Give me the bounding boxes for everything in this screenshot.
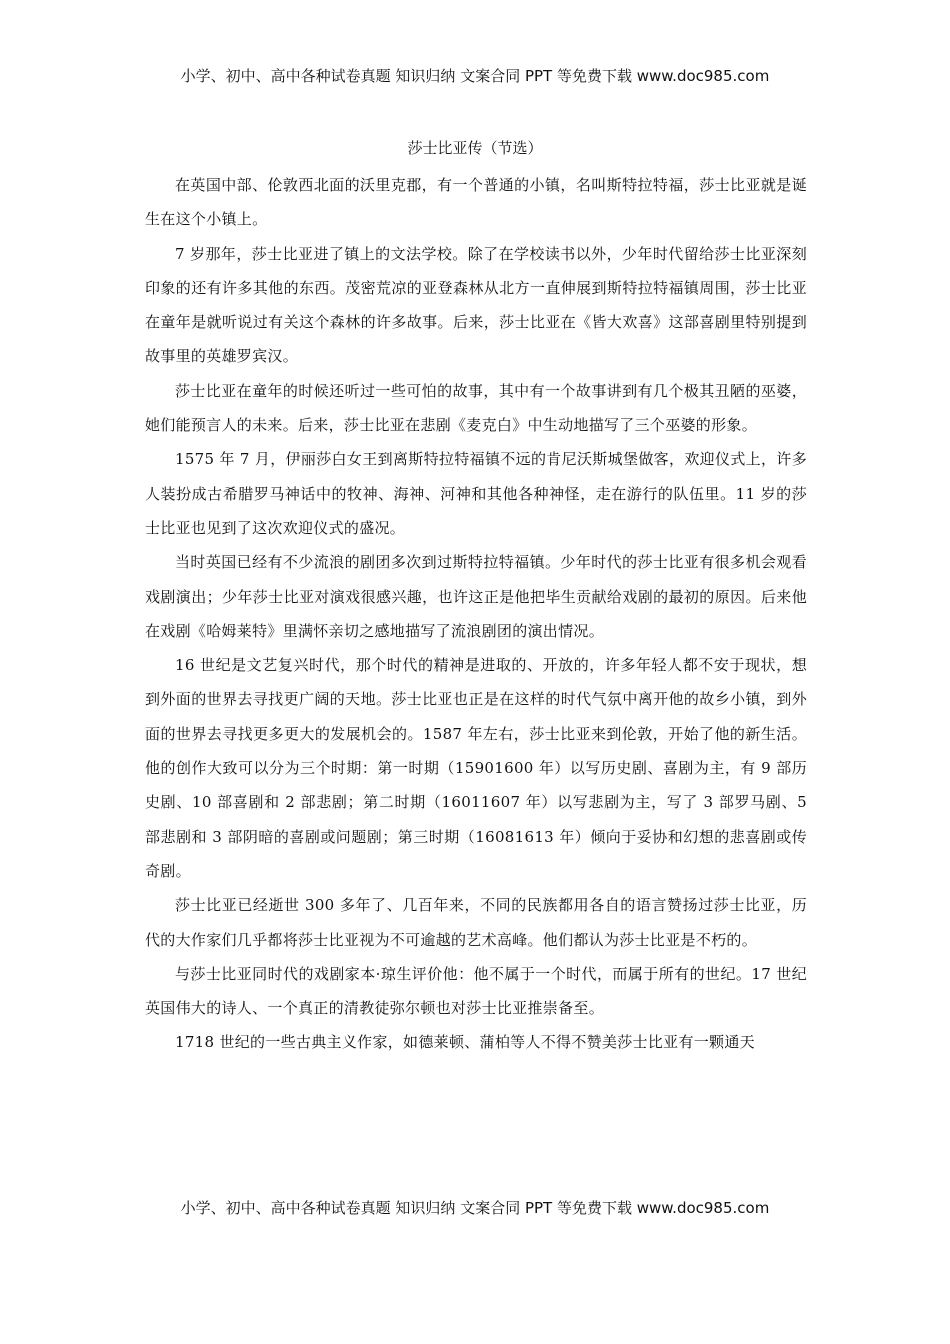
document-title: 莎士比亚传（节选） — [407, 139, 543, 157]
page-header: 小学、初中、高中各种试卷真题 知识归纳 文案合同 PPT 等免费下载 www.doc985.com — [180, 67, 770, 85]
paragraph: 莎士比亚在童年的时候还听过一些可怕的故事，其中有一个故事讲到有几个极其丑陋的巫婆，她们能预言人的未来。后来，莎士比亚在悲剧《麦克白》中生动地描写了三个巫婆的形象。 — [145, 381, 807, 435]
paragraph: 当时英国已经有不少流浪的剧团多次到过斯特拉特福镇。少年时代的莎士比亚有很多机会观看戏剧演出；少年莎士比亚对演戏很感兴趣，也许这正是他把毕生贡献给戏剧的最初的原因。后来他在戏剧《哈姆莱特》里满怀亲切之感地描写了流浪剧团的演出情况。 — [145, 553, 807, 640]
paragraph: 与莎士比亚同时代的戏剧家本·琼生评价他：他不属于一个时代，而属于所有的世纪。17 世纪英国伟大的诗人、一个真正的清教徒弥尔顿也对莎士比亚推崇备至。 — [145, 964, 807, 1018]
paragraph: 1575 年 7 月，伊丽莎白女王到离斯特拉特福镇不远的肯尼沃斯城堡做客，欢迎仪式上，许多人装扮成古希腊罗马神话中的牧神、海神、河神和其他各种神怪，走在游行的队伍里。11 岁的莎士比亚也见到了这次欢迎仪式的盛况。 — [145, 450, 807, 537]
paragraph: 1718 世纪的一些古典主义作家，如德莱顿、蒲柏等人不得不赞美莎士比亚有一颗通天 — [175, 1033, 755, 1052]
paragraph: 7 岁那年，莎士比亚进了镇上的文法学校。除了在学校读书以外，少年时代留给莎士比亚深刻印象的还有许多其他的东西。茂密荒凉的亚登森林从北方一直伸展到斯特拉特福镇周围，莎士比亚在童年是就听说过有关这个森林的许多故事。后来，莎士比亚在《皆大欢喜》这部喜剧里特别提到故事里的英雄罗宾汉。 — [145, 244, 807, 366]
article-body — [145, 168, 807, 1060]
page-footer: 小学、初中、高中各种试卷真题 知识归纳 文案合同 PPT 等免费下载 www.doc985.com — [180, 1199, 770, 1217]
paragraph: 莎士比亚已经逝世 300 多年了、几百年来，不同的民族都用各自的语言赞扬过莎士比亚，历代的大作家们几乎都将莎士比亚视为不可逾越的艺术高峰。他们都认为莎士比亚是不朽的。 — [145, 896, 807, 949]
paragraph: 16 世纪是文艺复兴时代，那个时代的精神是进取的、开放的，许多年轻人都不安于现状，想到外面的世界去寻找更广阔的天地。莎士比亚也正是在这样的时代气氛中离开他的故乡小镇，到外面的世界去寻找更多更大的发展机会的。1587 年左右，莎士比亚来到伦敦，开始了他的新生活。他的创作大致可以分为三个时期：第一时期（15901600 年）以写历史剧、喜剧为主，有 9 部历史剧、10 部喜剧和 2 部悲剧；第二时期（16011607 年）以写悲剧为主，写了 3 部罗马剧、5 部悲剧和 3 部阴暗的喜剧或问题剧；第三时期（16081613 年）倾向于妥协和幻想的悲喜剧或传奇剧。 — [145, 656, 807, 880]
paragraph: 在英国中部、伦敦西北面的沃里克郡，有一个普通的小镇，名叫斯特拉特福，莎士比亚就是诞生在这个小镇上。 — [145, 176, 807, 229]
